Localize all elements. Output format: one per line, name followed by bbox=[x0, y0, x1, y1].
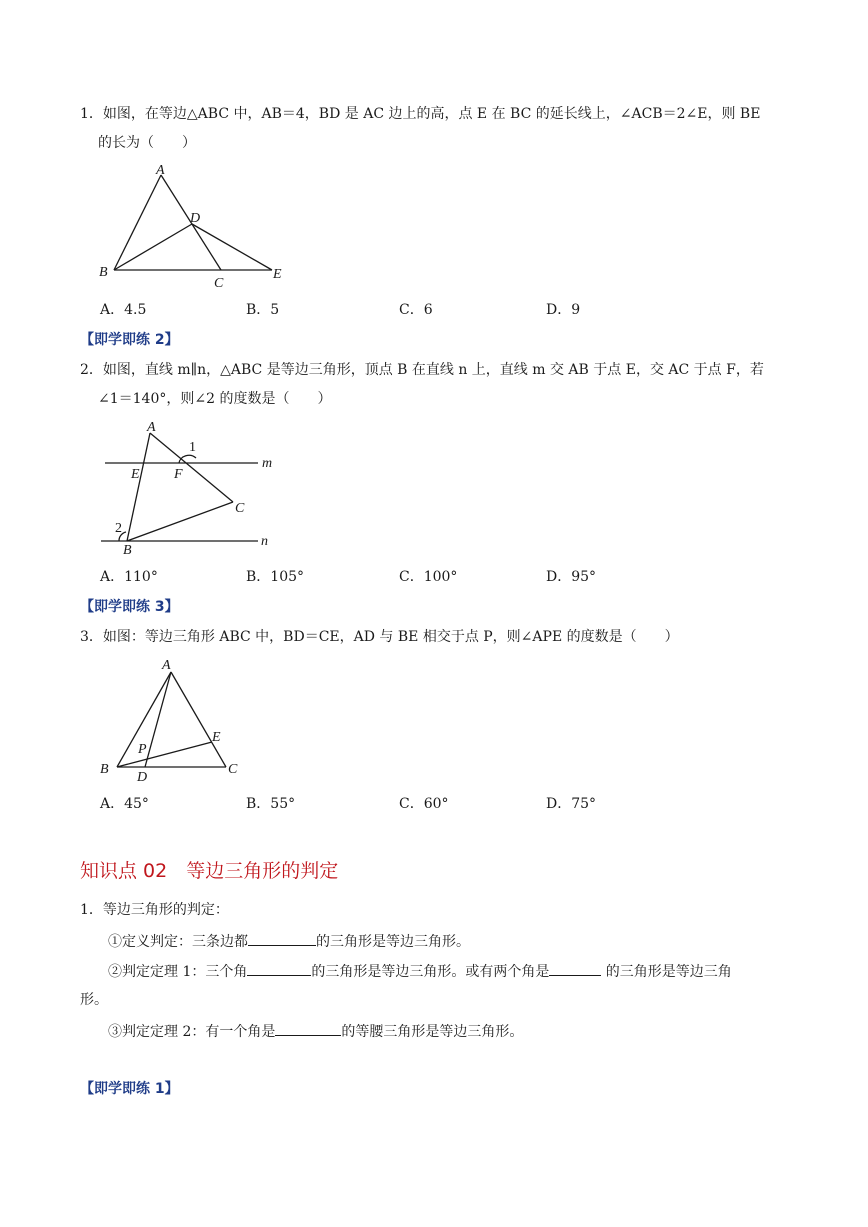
practice-heading-1: 【即学即练 1】 bbox=[80, 1081, 179, 1097]
q2-label-b: B bbox=[123, 543, 132, 558]
q3-segment-be bbox=[117, 742, 212, 767]
q2-option-b[interactable]: B．105° bbox=[246, 569, 305, 585]
judge-item-1 bbox=[108, 931, 470, 952]
q1-option-a[interactable]: A．4.5 bbox=[100, 302, 147, 318]
q3-label-b: B bbox=[100, 762, 109, 777]
q2-label-n: n bbox=[261, 534, 268, 549]
judge-blank-4[interactable] bbox=[275, 1021, 341, 1036]
q1-label-d: D bbox=[190, 211, 201, 226]
q3-figure bbox=[92, 652, 252, 787]
q1-label-c: C bbox=[214, 276, 224, 291]
judge-item-3 bbox=[108, 1021, 523, 1042]
judge-item-2 bbox=[108, 961, 732, 982]
q3-label-a: A bbox=[162, 658, 171, 673]
q2-option-d[interactable]: D．95° bbox=[546, 569, 597, 585]
q3-segment-ad bbox=[145, 672, 171, 767]
practice-heading-3: 【即学即练 3】 bbox=[80, 599, 179, 615]
q3-segment-ac bbox=[171, 672, 226, 767]
q3-label-d: D bbox=[137, 770, 148, 785]
section-title: 知识点 02 等边三角形的判定 bbox=[80, 860, 339, 882]
q1-segment-de bbox=[192, 224, 272, 270]
q2-option-a[interactable]: A．110° bbox=[100, 569, 158, 585]
q3-option-a[interactable]: A．45° bbox=[100, 796, 149, 812]
judge-blank-2[interactable] bbox=[247, 961, 311, 976]
q3-label-c: C bbox=[228, 762, 238, 777]
q3-option-b[interactable]: B．55° bbox=[246, 796, 296, 812]
q2-segment-bc bbox=[127, 502, 233, 541]
q2-text-line2: ∠1＝140°，则∠2 的度数是（ ） bbox=[98, 391, 332, 407]
q1-option-d[interactable]: D．9 bbox=[546, 302, 581, 318]
q3-text-line1: 3．如图：等边三角形 ABC 中，BD＝CE，AD 与 BE 相交于点 P，则∠APE 的度数是（ ） bbox=[80, 629, 679, 645]
q1-label-b: B bbox=[99, 265, 108, 280]
q1-text-line1: 1．如图，在等边△ABC 中，AB＝4，BD 是 AC 边上的高，点 E 在 BC 的延长线上，∠ACB＝2∠E，则 BE bbox=[80, 106, 761, 122]
judge-item-3-part-a: ③判定定理 2：有一个角是 bbox=[108, 1024, 276, 1040]
q2-label-f: F bbox=[174, 467, 183, 482]
practice-heading-2: 【即学即练 2】 bbox=[80, 332, 179, 348]
q3-option-c[interactable]: C．60° bbox=[399, 796, 449, 812]
judge-item-2-part-a: ②判定定理 1：三个角 bbox=[108, 964, 248, 980]
q2-label-2: 2 bbox=[115, 521, 122, 536]
judge-item-2-wrap: 形。 bbox=[80, 992, 108, 1008]
q2-option-c[interactable]: C．100° bbox=[399, 569, 458, 585]
q2-label-e: E bbox=[131, 467, 140, 482]
q3-label-e: E bbox=[212, 730, 221, 745]
q3-label-p: P bbox=[138, 742, 147, 757]
judge-blank-1[interactable] bbox=[248, 931, 316, 946]
q1-label-e: E bbox=[273, 267, 282, 282]
q3-option-d[interactable]: D．75° bbox=[546, 796, 597, 812]
q1-label-a: A bbox=[156, 163, 165, 178]
judge-item-1-part-b: 的三角形是等边三角形。 bbox=[316, 934, 470, 950]
q1-option-c[interactable]: C．6 bbox=[399, 302, 433, 318]
q1-option-b[interactable]: B．5 bbox=[246, 302, 280, 318]
q2-label-1: 1 bbox=[189, 440, 196, 455]
judge-item-2-part-b: 的三角形是等边三角形。或有两个角是 bbox=[311, 964, 550, 980]
q2-figure bbox=[95, 415, 295, 560]
q1-text-line2: 的长为（ ） bbox=[98, 135, 196, 151]
judge-intro: 1．等边三角形的判定： bbox=[80, 902, 229, 918]
q1-figure bbox=[90, 158, 305, 293]
judge-blank-3[interactable] bbox=[549, 961, 601, 976]
q2-label-a: A bbox=[147, 420, 156, 435]
q2-segment-ab bbox=[127, 433, 150, 541]
judge-item-3-part-b: 的等腰三角形是等边三角形。 bbox=[341, 1024, 524, 1040]
judge-item-2-part-c: 的三角形是等边三角 bbox=[601, 964, 732, 980]
q2-label-c: C bbox=[235, 501, 245, 516]
judge-item-1-part-a: ①定义判定：三条边都 bbox=[108, 934, 248, 950]
q2-label-m: m bbox=[262, 456, 273, 471]
q2-text-line1: 2．如图，直线 m∥n，△ABC 是等边三角形，顶点 B 在直线 n 上，直线 m 交 AB 于点 E，交 AC 于点 F，若 bbox=[80, 362, 764, 378]
